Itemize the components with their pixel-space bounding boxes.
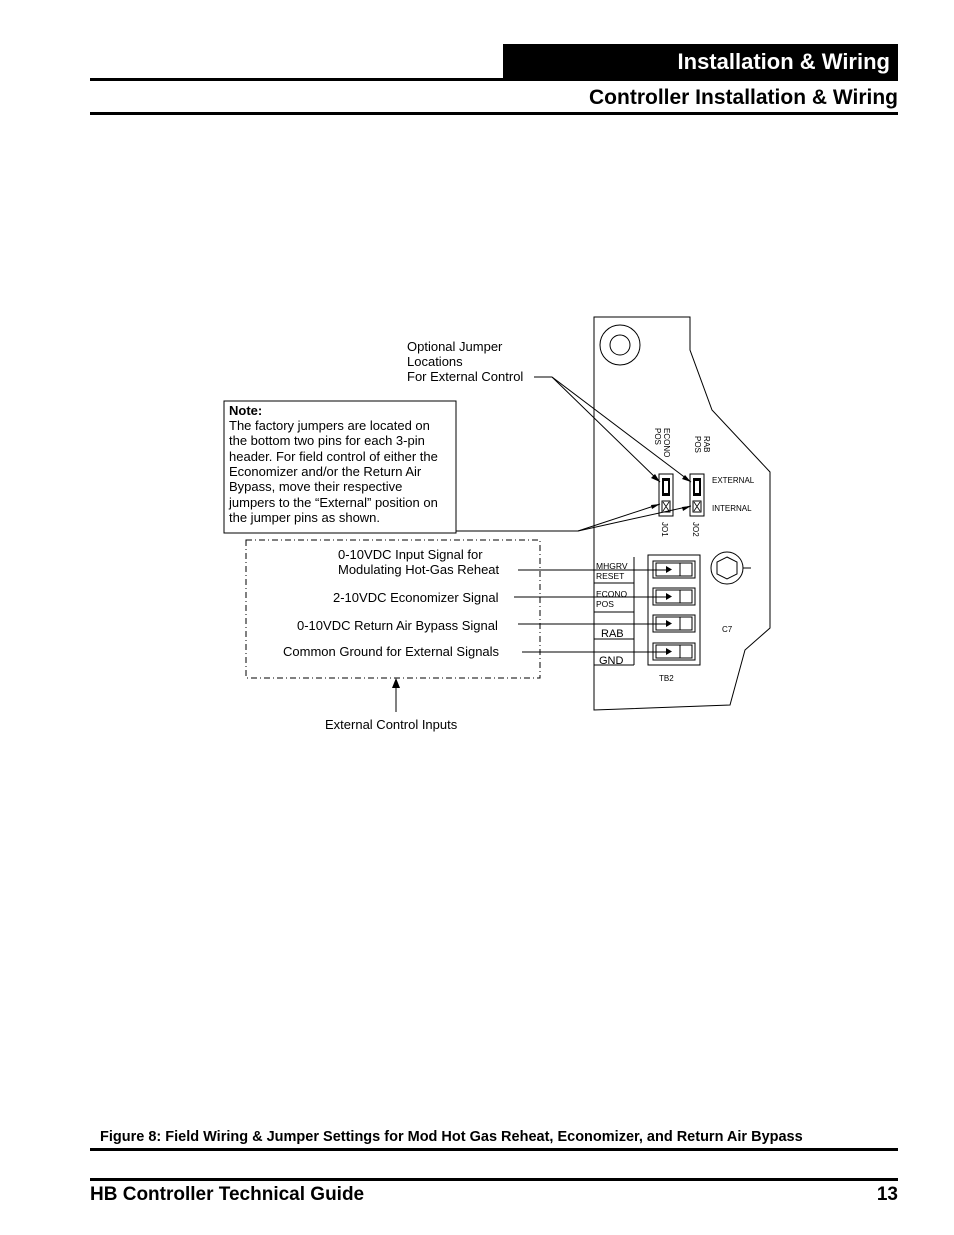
signal-gnd-label: Common Ground for External Signals (283, 644, 500, 659)
term-econo-label-2: POS (596, 599, 614, 609)
footer-rule (90, 1178, 898, 1181)
footer-page-number: 13 (876, 1184, 898, 1205)
svg-text:JO2: JO2 (691, 522, 700, 537)
svg-text:0-10VDC Input Signal for: 0-10VDC Input Signal for (338, 547, 483, 562)
svg-text:the bottom two pins for each 3: the bottom two pins for each 3-pin (229, 433, 425, 448)
econo-pos-label (653, 428, 671, 457)
note-arrow-jo1 (578, 504, 660, 531)
svg-text:Bypass, move their respective: Bypass, move their respective (229, 479, 403, 494)
svg-text:POS: POS (693, 436, 702, 453)
svg-text:For External Control: For External Control (407, 369, 524, 384)
term-mhgrv-label-1: MHGRV (596, 561, 628, 571)
note-heading: Note: (229, 403, 263, 418)
svg-text:RAB: RAB (702, 436, 711, 453)
external-inputs-arrowhead (392, 678, 400, 688)
signal-mhgrv-label (338, 547, 500, 577)
c7-label: C7 (722, 625, 733, 634)
jo2-label (691, 522, 700, 537)
capacitor-c7-inner (717, 557, 737, 579)
signal-econ-label: 2-10VDC Economizer Signal (333, 590, 499, 605)
mounting-hole-inner (610, 335, 630, 355)
term-econo-label-1: ECONO (596, 589, 628, 599)
callout-arrow-jo1 (552, 377, 660, 482)
internal-label: INTERNAL (712, 504, 752, 513)
external-inputs-label: External Control Inputs (325, 717, 458, 732)
signal-rab-label: 0-10VDC Return Air Bypass Signal (297, 618, 498, 633)
note-arrow-jo2 (578, 506, 691, 531)
mounting-hole (600, 325, 640, 365)
footer-guide-title: HB Controller Technical Guide (90, 1184, 365, 1205)
jumper-jo1 (659, 474, 673, 516)
svg-text:The factory jumpers are locate: The factory jumpers are located on (229, 418, 430, 433)
section-title: Installation & Wiring (503, 44, 898, 80)
svg-text:jumpers to the “External” posi: jumpers to the “External” position on (229, 495, 438, 510)
board-outline (594, 317, 770, 710)
svg-text:header. For field control of e: header. For field control of either the (229, 449, 438, 464)
page-subtitle: Controller Installation & Wiring (589, 86, 898, 109)
jo1-label (660, 522, 669, 537)
svg-text:JO1: JO1 (660, 522, 669, 537)
svg-text:Optional Jumper: Optional Jumper (407, 339, 503, 354)
svg-text:the jumper pins as shown.: the jumper pins as shown. (229, 510, 381, 525)
caption-rule (90, 1148, 898, 1151)
external-label: EXTERNAL (712, 476, 755, 485)
svg-text:Economizer and/or the Return A: Economizer and/or the Return Air (229, 464, 422, 479)
svg-text:Modulating Hot-Gas Reheat: Modulating Hot-Gas Reheat (338, 562, 500, 577)
optional-jumper-callout (407, 339, 523, 384)
svg-text:POS: POS (653, 428, 662, 445)
svg-text:Locations: Locations (407, 354, 463, 369)
rab-pos-label (693, 436, 711, 453)
jumper-jo2 (690, 474, 704, 516)
tb2-label: TB2 (659, 674, 674, 683)
term-mhgrv-label-2: RESET (596, 571, 625, 581)
note-text (228, 418, 438, 525)
svg-text:ECONO: ECONO (662, 428, 671, 458)
figure-caption: Figure 8: Field Wiring & Jumper Settings for Mod Hot Gas Reheat, Economizer, and Return Air Bypass (100, 1129, 803, 1145)
term-gnd-label: GND (599, 655, 624, 667)
term-rab-label: RAB (601, 628, 624, 640)
